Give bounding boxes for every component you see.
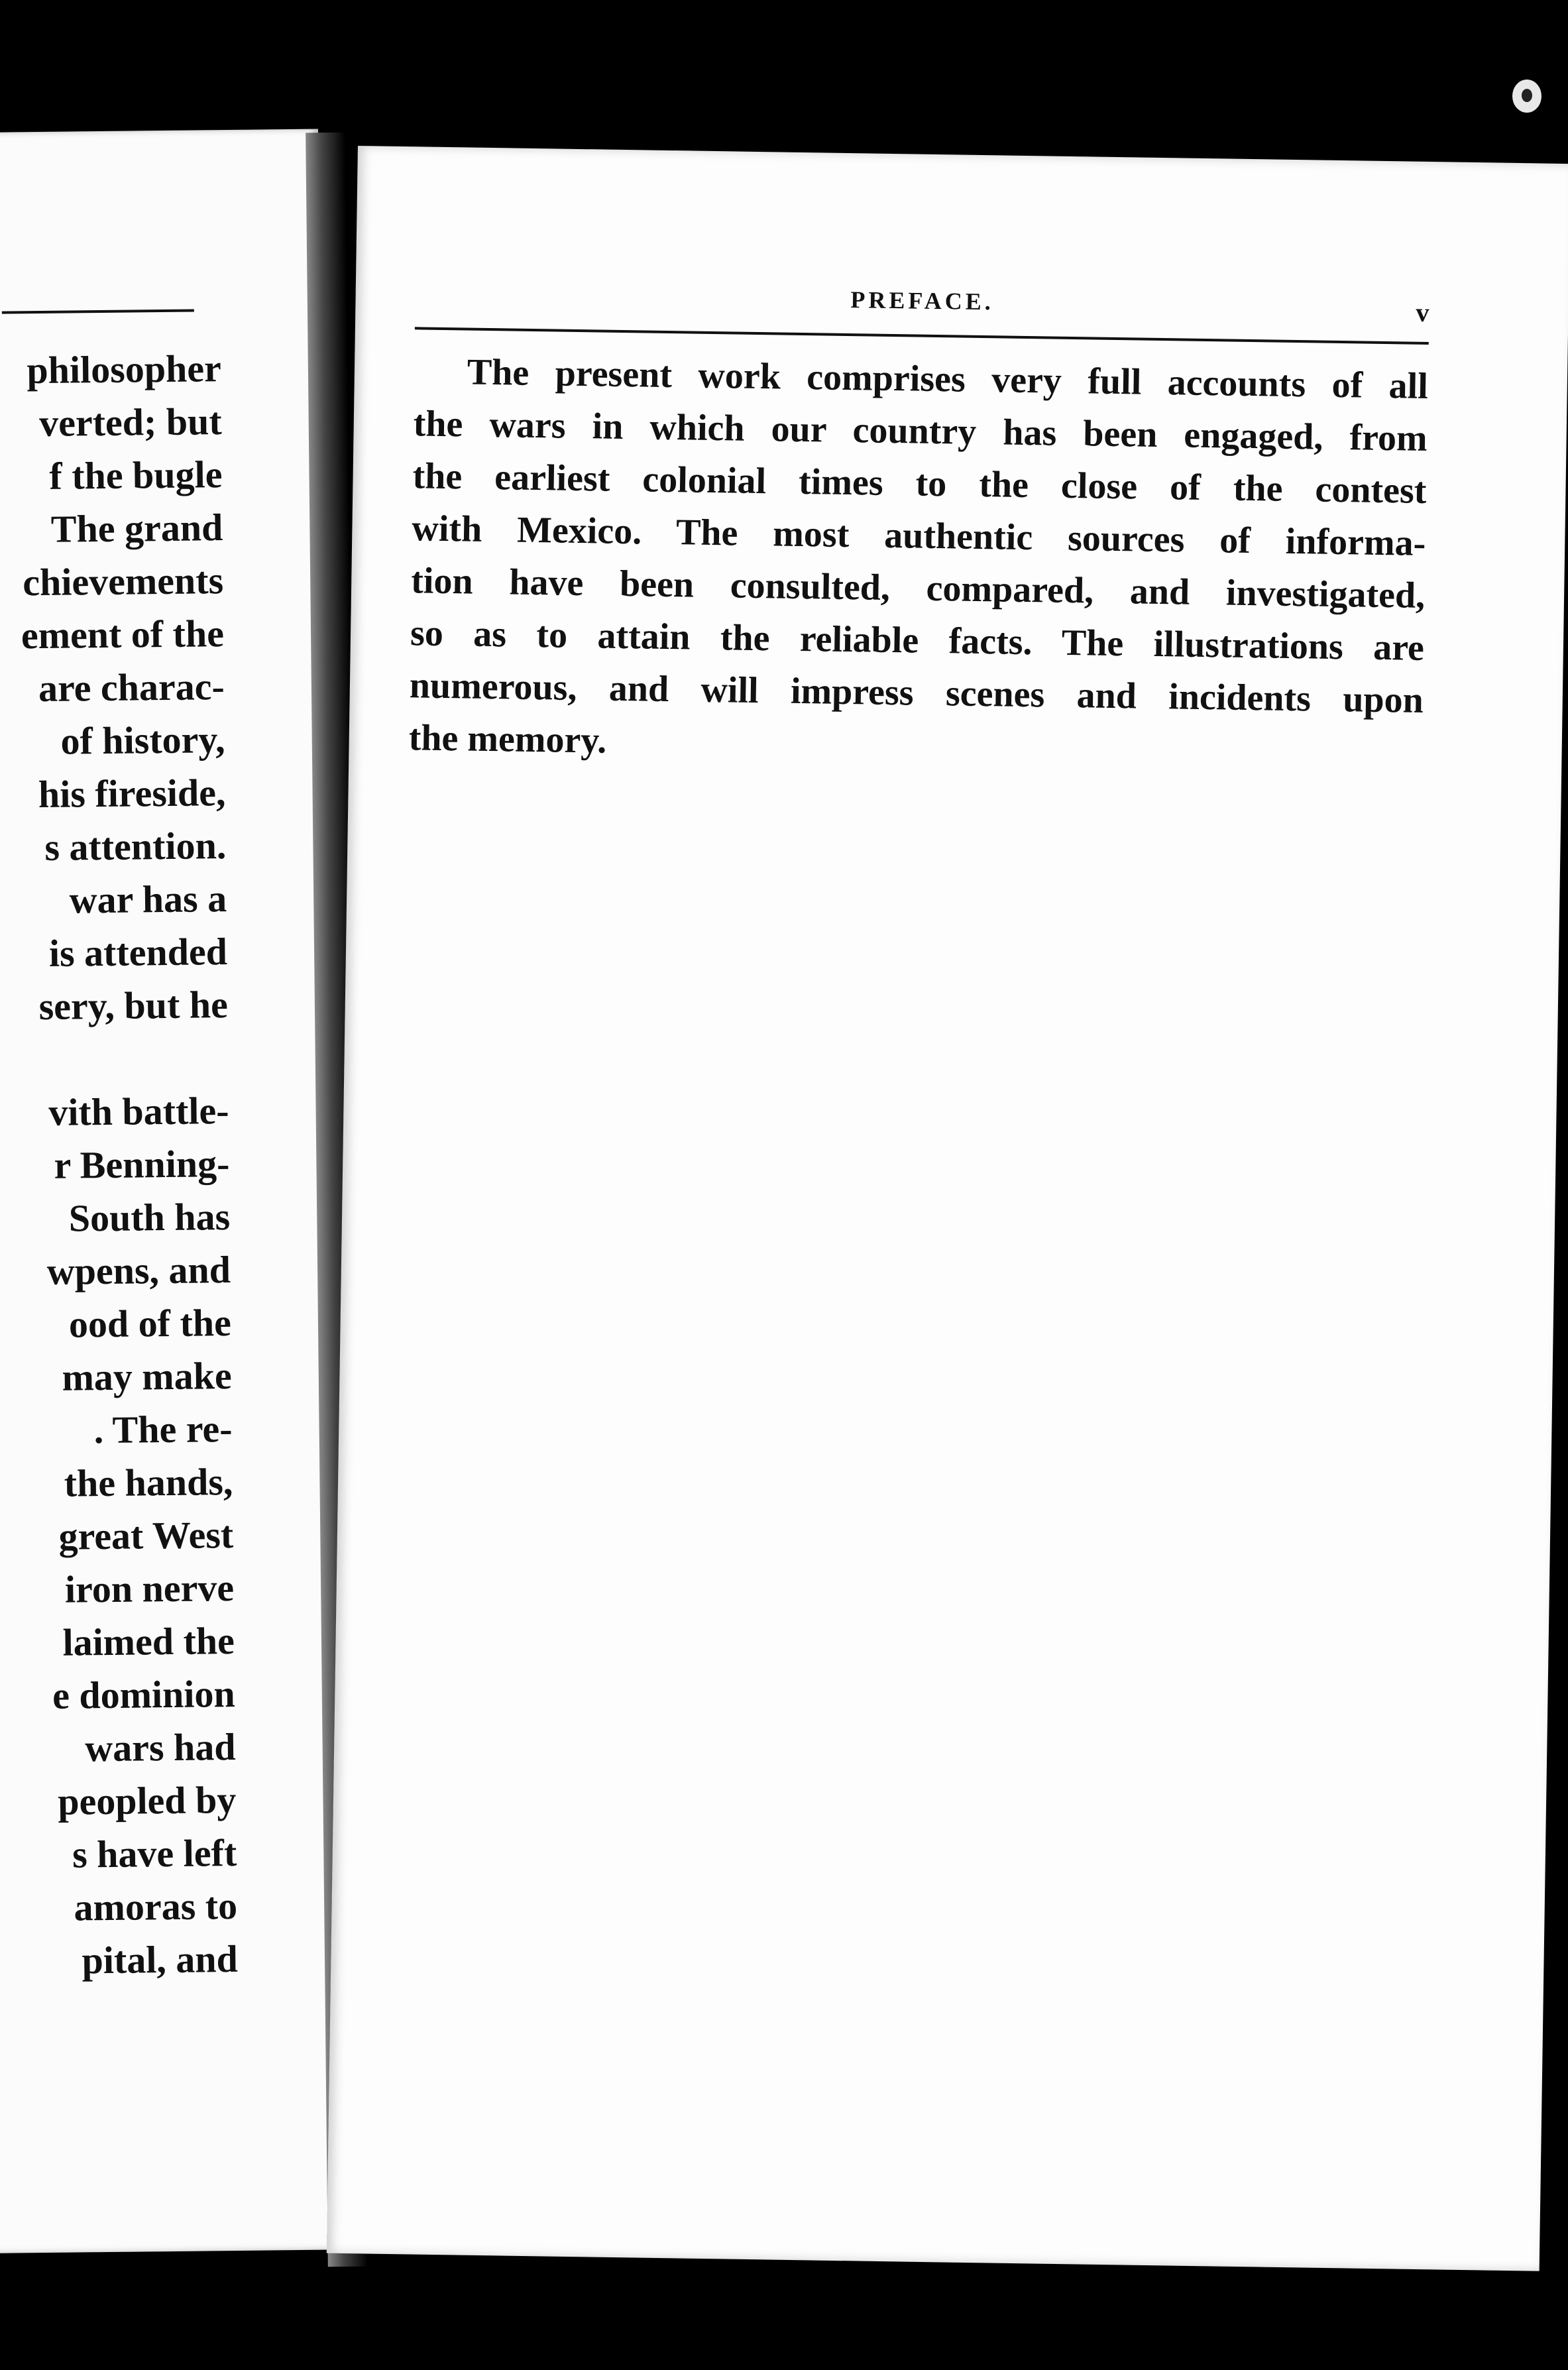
text-line: r Benning- [54, 1142, 230, 1187]
text-line: ement of the [21, 612, 225, 657]
text-line: verted; but [38, 400, 222, 445]
paragraph-line: tion have been consulted, compared, and investigated, [410, 560, 1426, 616]
paragraph-line: the wars in which our country has been engaged, from [413, 403, 1428, 459]
text-line: f the bugle [49, 453, 223, 498]
text-line: chievements [22, 559, 224, 604]
text-line: his fireside, [38, 771, 226, 817]
text-line: war has a [69, 877, 227, 922]
text-line: are charac- [38, 665, 225, 710]
paragraph-line: numerous, and will impress scenes and incidents upon [409, 665, 1424, 721]
text-line: sery, but he [38, 983, 229, 1029]
text-line: is attended [48, 930, 228, 975]
preface-paragraph [408, 345, 1428, 779]
scan-edge-mark [1512, 80, 1541, 113]
text-line: may make [62, 1354, 233, 1399]
header-rule-left [2, 310, 194, 314]
text-line: South has [68, 1195, 231, 1240]
page-number: v [1416, 297, 1429, 328]
text-line: vith battle- [48, 1089, 229, 1134]
paragraph-line: the earliest colonial times to the close of the contest [412, 455, 1427, 512]
text-line: laimed the [62, 1619, 235, 1664]
paragraph-gap [0, 1031, 229, 1087]
paragraph-line: the memory. [408, 717, 607, 762]
text-line: amoras to [74, 1884, 238, 1929]
previous-page [0, 129, 340, 2253]
running-head-title: PREFACE. [850, 286, 995, 315]
text-line: s have left [72, 1831, 237, 1876]
text-line: . The re- [93, 1407, 233, 1452]
text-line: peopled by [57, 1778, 237, 1823]
text-line: iron nerve [64, 1566, 235, 1611]
text-line: wars had [84, 1724, 236, 1770]
text-line: of history, [60, 718, 225, 763]
running-header [415, 279, 1429, 334]
text-line: s attention. [44, 824, 227, 869]
text-line: ood of the [68, 1301, 232, 1346]
text-line: wpens, and [46, 1248, 231, 1293]
paragraph-line: The present work comprises very full accounts of all [467, 351, 1429, 407]
text-line: The grand [50, 506, 223, 551]
text-line: e dominion [52, 1671, 236, 1717]
text-line: the hands, [64, 1460, 233, 1505]
current-page [327, 146, 1568, 2271]
text-line: pital, and [82, 1937, 239, 1982]
text-line: philosopher [27, 347, 222, 392]
paragraph-line: so as to attain the reliable facts. The illustrations are [410, 612, 1425, 669]
text-line: great West [58, 1513, 234, 1558]
previous-page-text [0, 342, 238, 1988]
paragraph-line: with Mexico. The most authentic sources of informa- [411, 508, 1426, 564]
